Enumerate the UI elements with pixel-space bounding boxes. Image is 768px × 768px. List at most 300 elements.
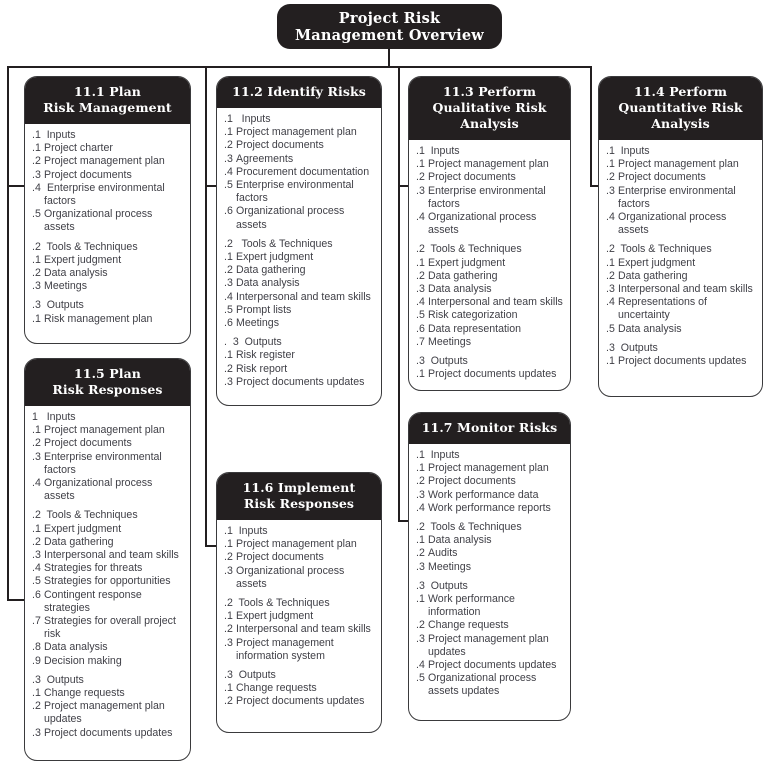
item-number: .5 — [606, 322, 615, 335]
section-title: .3 Outputs — [224, 669, 276, 682]
section-item — [223, 251, 375, 264]
item-number: .3 — [32, 168, 41, 181]
process-box-11-7[interactable] — [408, 412, 571, 721]
section-items — [415, 593, 564, 699]
section-item — [31, 155, 184, 168]
item-number: .3 — [32, 549, 41, 562]
section-item — [415, 633, 564, 659]
item-number: .2 — [32, 267, 41, 280]
process-header-line-2: Qualitative Risk Analysis — [432, 100, 547, 131]
item-text: Project documents updates — [236, 695, 365, 708]
item-number: .4 — [32, 562, 41, 575]
item-text: Contingent response strategies — [44, 588, 142, 614]
connector-trunk-right — [590, 66, 592, 186]
section-item — [223, 139, 375, 152]
item-number: .4 — [416, 296, 425, 309]
section-items — [223, 126, 375, 232]
item-number: .8 — [32, 641, 41, 654]
item-text: Project management plan — [618, 158, 739, 171]
item-number: .1 — [224, 682, 233, 695]
section-item — [31, 575, 184, 588]
item-text: Change requests — [428, 619, 509, 632]
section-item — [605, 355, 756, 368]
item-number: .5 — [224, 303, 233, 316]
item-text: Data representation — [428, 322, 522, 335]
process-header-line-2: Risk Management — [43, 100, 172, 115]
process-body-11-2 — [217, 108, 381, 396]
item-number: .6 — [224, 317, 233, 330]
item-number: .6 — [224, 205, 233, 218]
item-text: Project charter — [44, 142, 113, 155]
item-number: .5 — [32, 208, 41, 221]
section-title: .2 Tools & Techniques — [224, 237, 333, 250]
section-items — [605, 355, 756, 368]
item-text: Data analysis — [44, 641, 108, 654]
item-number: .6 — [416, 322, 425, 335]
item-number: .2 — [224, 362, 233, 375]
section-item — [415, 158, 564, 171]
section-item — [223, 682, 375, 695]
section-item — [223, 623, 375, 636]
process-body-11-3 — [409, 140, 570, 388]
process-header-11-1 — [25, 77, 190, 124]
process-body-11-7 — [409, 444, 570, 706]
item-text: Organizational process assets — [618, 211, 727, 237]
item-text: Project documents updates — [44, 726, 173, 739]
section-title: .2 Tools & Techniques — [32, 240, 138, 253]
process-header-line-1: 11.3 Perform — [442, 84, 537, 99]
item-text: Change requests — [236, 682, 317, 695]
section-item — [223, 376, 375, 389]
item-number: .5 — [416, 672, 425, 685]
section-item — [223, 264, 375, 277]
section-item — [223, 166, 375, 179]
section-item — [31, 267, 184, 280]
process-header-line-1: 11.2 Identify Risks — [232, 84, 366, 99]
process-header-line-2: Risk Responses — [243, 496, 355, 511]
section-item — [223, 363, 375, 376]
item-number: .5 — [32, 575, 41, 588]
section-item — [415, 534, 564, 547]
item-text: Project management information system — [236, 636, 334, 662]
item-text: Organizational process assets — [44, 477, 153, 503]
section-item — [415, 659, 564, 672]
item-text: Work performance data — [428, 488, 539, 501]
item-number: .2 — [416, 171, 425, 184]
item-text: Organizational process assets — [428, 211, 537, 237]
diagram-title — [277, 4, 502, 49]
process-body-11-6 — [217, 520, 381, 716]
section-item — [415, 475, 564, 488]
item-number: .4 — [224, 165, 233, 178]
section-title: .2 Tools & Techniques — [224, 597, 330, 610]
process-header-11-4 — [599, 77, 762, 140]
item-text: Enterprise environmental factors — [44, 181, 165, 208]
section-item — [605, 171, 756, 184]
process-box-11-4[interactable] — [598, 76, 763, 397]
item-number: .4 — [416, 659, 425, 672]
item-number: .7 — [32, 615, 41, 628]
item-number: .1 — [224, 610, 233, 623]
section-item — [31, 142, 184, 155]
connector-title-stem — [388, 48, 390, 67]
process-box-11-2[interactable] — [216, 76, 382, 406]
item-text: Interpersonal and team skills — [618, 283, 753, 296]
section-item — [415, 283, 564, 296]
section-item — [223, 317, 375, 330]
section-item — [223, 695, 375, 708]
section-items — [415, 158, 564, 237]
item-number: .1 — [416, 158, 425, 171]
item-text: Expert judgment — [236, 610, 314, 623]
section-item — [605, 270, 756, 283]
item-number: .2 — [224, 264, 233, 277]
item-number: .1 — [416, 534, 425, 547]
section-item — [415, 489, 564, 502]
item-number: .2 — [416, 269, 425, 282]
section-item — [31, 589, 184, 615]
item-text: Project documents updates — [618, 355, 747, 368]
item-text: Data gathering — [236, 264, 306, 277]
connector-horizontal-bus — [7, 66, 591, 68]
item-text: Project management plan — [236, 538, 357, 551]
section-item — [31, 700, 184, 726]
item-text: Organizational process assets — [236, 564, 345, 590]
section-item — [31, 208, 184, 234]
section-item — [415, 270, 564, 283]
section-item — [605, 158, 756, 171]
item-text: Data gathering — [428, 269, 498, 282]
connector-trunk-third — [398, 66, 400, 521]
item-number: .9 — [32, 654, 41, 667]
item-text: Project documents — [618, 171, 706, 184]
section-items — [223, 251, 375, 330]
process-box-11-3[interactable] — [408, 76, 571, 391]
section-item — [415, 185, 564, 211]
section-items — [415, 368, 564, 381]
section-item — [415, 462, 564, 475]
section-item — [31, 313, 184, 326]
section-title: .1 Inputs — [416, 449, 460, 461]
item-number: .3 — [416, 488, 425, 501]
item-text: Risk management plan — [44, 312, 153, 325]
item-text: Expert judgment — [236, 251, 314, 264]
item-number: .1 — [32, 522, 41, 535]
process-header-line-1: 11.6 Implement — [242, 480, 356, 495]
section-item — [415, 547, 564, 560]
item-number: .1 — [32, 687, 41, 700]
item-text: Interpersonal and team skills — [44, 549, 179, 562]
item-text: Project documents — [428, 171, 516, 184]
process-header-line-1: 11.5 Plan — [73, 366, 142, 381]
section-item — [223, 551, 375, 564]
item-number: .1 — [32, 253, 41, 266]
section-title: .1 Inputs — [606, 145, 650, 157]
section-title: .2 Tools & Techniques — [606, 243, 712, 256]
item-text: Interpersonal and team skills — [236, 290, 371, 303]
section-item — [31, 523, 184, 536]
item-number: .2 — [606, 171, 615, 184]
section-item — [223, 304, 375, 317]
item-text: Audits — [428, 547, 458, 560]
item-number: .3 — [224, 375, 233, 388]
section-item — [415, 257, 564, 270]
item-number: .1 — [32, 312, 41, 325]
section-item — [415, 593, 564, 619]
section-item — [415, 309, 564, 322]
item-text: Work performance reports — [428, 501, 551, 514]
item-number: .1 — [416, 462, 425, 475]
item-text: Organizational process assets updates — [428, 672, 537, 698]
section-item — [415, 502, 564, 515]
section-item — [605, 257, 756, 270]
section-items — [31, 313, 184, 326]
section-item — [415, 296, 564, 309]
item-text: Data gathering — [44, 535, 114, 548]
section-items — [223, 610, 375, 663]
item-text: Enterprise environmental factors — [236, 179, 354, 205]
connector-trunk-second — [205, 66, 207, 546]
item-text: Expert judgment — [44, 522, 122, 535]
item-text: Data analysis — [236, 277, 300, 290]
item-text: Work performance information — [428, 593, 515, 619]
process-box-11-6[interactable] — [216, 472, 382, 733]
item-text: Project documents — [44, 437, 132, 450]
process-box-11-5[interactable] — [24, 358, 191, 761]
diagram-title-line-1: Project Risk — [338, 9, 441, 27]
item-text: Enterprise environmental factors — [618, 184, 736, 210]
process-box-11-1[interactable] — [24, 76, 191, 344]
section-item — [223, 126, 375, 139]
section-items — [31, 254, 184, 294]
item-number: .2 — [224, 695, 233, 708]
section-item — [415, 561, 564, 574]
item-text: Data analysis — [618, 322, 682, 335]
section-title: .2 Tools & Techniques — [416, 243, 522, 256]
section-item — [31, 549, 184, 562]
item-text: Meetings — [428, 335, 471, 348]
item-text: Decision making — [44, 654, 122, 667]
section-title: .1 Inputs — [224, 113, 271, 125]
item-number: .2 — [606, 269, 615, 282]
item-number: .6 — [32, 588, 41, 601]
item-text: Risk report — [236, 362, 288, 375]
item-text: Expert judgment — [44, 253, 122, 266]
item-number: .1 — [32, 142, 41, 155]
item-text: Data analysis — [428, 534, 492, 547]
item-number: .3 — [224, 277, 233, 290]
item-text: Agreements — [236, 152, 294, 165]
section-item — [31, 655, 184, 668]
item-number: .5 — [416, 309, 425, 322]
item-text: Data analysis — [428, 283, 492, 296]
section-title: .3 Outputs — [416, 355, 468, 368]
item-number: .2 — [32, 700, 41, 713]
process-header-line-2: Risk Responses — [52, 382, 163, 397]
item-text: Prompt lists — [236, 303, 292, 316]
connector-trunk-left — [7, 66, 9, 600]
item-number: .1 — [606, 158, 615, 171]
process-body-11-5 — [25, 406, 190, 747]
item-number: .2 — [32, 535, 41, 548]
section-title: .1 Inputs — [32, 129, 76, 141]
item-number: .4 — [606, 211, 615, 224]
item-text: Project documents — [236, 139, 324, 152]
section-item — [415, 211, 564, 237]
section-item — [605, 211, 756, 237]
item-text: Project management plan — [428, 158, 549, 171]
section-item — [415, 171, 564, 184]
item-number: .1 — [32, 424, 41, 437]
item-number: .1 — [416, 593, 425, 606]
section-item — [31, 254, 184, 267]
section-item — [31, 280, 184, 293]
item-number: .3 — [416, 184, 425, 197]
section-item — [31, 727, 184, 740]
item-number: .3 — [224, 152, 233, 165]
item-number: .4 — [416, 501, 425, 514]
section-items — [605, 257, 756, 336]
item-number: .3 — [416, 632, 425, 645]
item-text: Project documents updates — [428, 659, 557, 672]
item-text: Expert judgment — [428, 256, 506, 269]
section-item — [415, 368, 564, 381]
item-text: Project management plan — [44, 155, 165, 168]
section-items — [31, 523, 184, 668]
item-text: Data gathering — [618, 269, 688, 282]
item-number: .1 — [416, 256, 425, 269]
section-items — [605, 158, 756, 237]
item-text: Project management plan — [428, 462, 549, 475]
item-text: Strategies for threats — [44, 562, 143, 575]
process-header-11-2 — [217, 77, 381, 108]
section-title: .2 Tools & Techniques — [416, 521, 522, 534]
section-item — [31, 437, 184, 450]
process-header-line-1: 11.4 Perform — [633, 84, 728, 99]
item-text: Meetings — [236, 317, 279, 330]
section-items — [31, 687, 184, 740]
section-item — [415, 672, 564, 698]
process-header-11-5 — [25, 359, 190, 406]
item-text: Enterprise environmental factors — [44, 450, 162, 476]
item-number: .2 — [224, 139, 233, 152]
section-item — [223, 153, 375, 166]
item-text: Project management plan updates — [44, 700, 165, 726]
item-number: .4 — [416, 211, 425, 224]
item-text: Interpersonal and team skills — [236, 623, 371, 636]
section-item — [415, 323, 564, 336]
section-item — [223, 205, 375, 231]
item-text: Expert judgment — [618, 256, 696, 269]
item-number: .1 — [224, 126, 233, 139]
item-number: .3 — [32, 450, 41, 463]
section-items — [415, 462, 564, 515]
item-number: .5 — [224, 179, 233, 192]
section-item — [605, 185, 756, 211]
item-number: .7 — [416, 335, 425, 348]
section-item — [223, 291, 375, 304]
section-title: .1 Inputs — [416, 145, 460, 157]
section-item — [223, 610, 375, 623]
section-item — [31, 536, 184, 549]
item-text: Meetings — [44, 280, 87, 293]
process-body-11-4 — [599, 140, 762, 375]
section-item — [223, 637, 375, 663]
section-item — [31, 615, 184, 641]
item-number: .3 — [32, 726, 41, 739]
section-item — [605, 323, 756, 336]
section-item — [31, 562, 184, 575]
diagram-title-line-2: Management Overview — [295, 26, 484, 44]
process-header-line-2: Quantitative Risk Analysis — [618, 100, 743, 131]
item-text: Meetings — [428, 560, 471, 573]
item-text: Project documents — [428, 475, 516, 488]
section-items — [223, 538, 375, 591]
item-text: Project documents updates — [428, 368, 557, 381]
section-item — [223, 538, 375, 551]
item-number: .3 — [224, 564, 233, 577]
item-number: .4 — [32, 181, 41, 194]
section-title: .1 Inputs — [224, 525, 268, 537]
item-number: .2 — [224, 551, 233, 564]
section-items — [31, 142, 184, 234]
section-title: .2 Tools & Techniques — [32, 509, 138, 522]
item-text: Strategies for overall project risk — [44, 615, 176, 641]
item-text: Change requests — [44, 687, 125, 700]
section-item — [223, 565, 375, 591]
item-number: .3 — [606, 184, 615, 197]
item-number: .4 — [32, 477, 41, 490]
item-number: .2 — [224, 623, 233, 636]
section-item — [605, 283, 756, 296]
section-item — [605, 296, 756, 322]
section-title: .3 Outputs — [416, 579, 468, 592]
item-number: .1 — [606, 355, 615, 368]
item-number: .2 — [416, 619, 425, 632]
process-header-11-7 — [409, 413, 570, 444]
item-number: .3 — [606, 283, 615, 296]
section-items — [415, 257, 564, 349]
section-items — [415, 534, 564, 574]
item-text: Data analysis — [44, 267, 108, 280]
item-number: .3 — [32, 280, 41, 293]
process-header-line-1: 11.7 Monitor Risks — [421, 420, 558, 435]
item-number: .2 — [32, 155, 41, 168]
item-text: Project management plan updates — [428, 632, 549, 658]
section-item — [31, 687, 184, 700]
section-item — [31, 169, 184, 182]
section-items — [223, 349, 375, 389]
item-text: Project management plan — [44, 424, 165, 437]
item-number: .3 — [416, 560, 425, 573]
item-number: .4 — [606, 296, 615, 309]
item-text: Project management plan — [236, 126, 357, 139]
item-text: Project documents — [236, 551, 324, 564]
item-text: Procurement documentation — [236, 165, 370, 178]
item-number: .2 — [416, 547, 425, 560]
section-title: .3 Outputs — [32, 299, 84, 312]
item-text: Project documents — [44, 168, 132, 181]
section-item — [223, 179, 375, 205]
item-number: .1 — [224, 538, 233, 551]
process-header-11-3 — [409, 77, 570, 140]
item-text: Representations of uncertainty — [618, 296, 707, 322]
process-header-11-6 — [217, 473, 381, 520]
item-text: Risk categorization — [428, 309, 518, 322]
item-number: .3 — [224, 636, 233, 649]
section-item — [223, 277, 375, 290]
item-number: .1 — [224, 251, 233, 264]
